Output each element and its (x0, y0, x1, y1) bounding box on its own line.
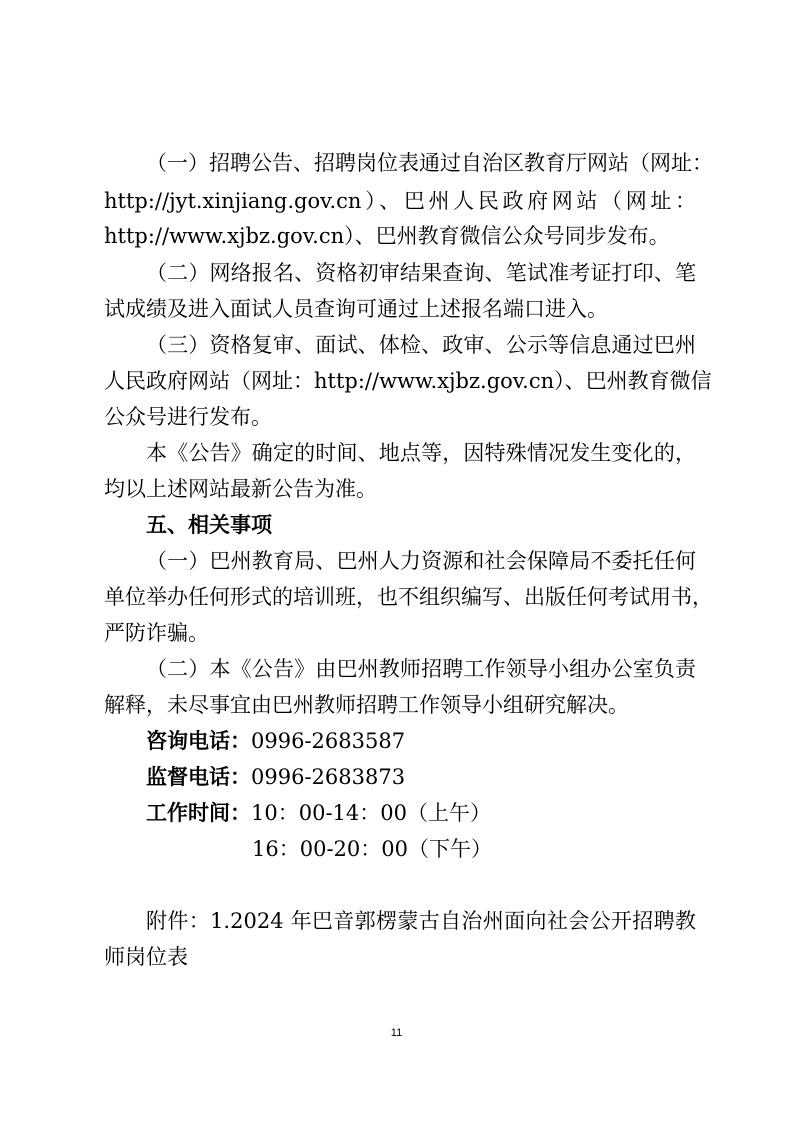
paragraph-line: http://www.xjbz.gov.cn）、巴州教育微信公众号同步发布。 (104, 224, 670, 248)
paragraph-line: 人民政府网站（网址：http://www.xjbz.gov.cn）、巴州教育微信 (104, 369, 712, 393)
attachment-line: 师岗位表 (104, 945, 188, 969)
paragraph-line: 解释，未尽事宜由巴州教师招聘工作领导小组研究解决。 (104, 693, 629, 717)
paragraph-line: 均以上述网站最新公告为准。 (104, 477, 377, 501)
paragraph-line: http://jyt.xinjiang.gov.cn）、巴州人民政府网站（网址： (104, 189, 696, 213)
paragraph-line: （一）巴州教育局、巴州人力资源和社会保障局不委托任何 (146, 549, 696, 573)
paragraph-line: （二）本《公告》由巴州教师招聘工作领导小组办公室负责 (146, 657, 696, 681)
working-hours-row (146, 799, 696, 827)
consult-phone-number: 0996-2683587 (251, 729, 406, 753)
paragraph-line: 试成绩及进入面试人员查询可通过上述报名端口进入。 (104, 297, 608, 321)
paragraph-line: （三）资格复审、面试、体检、政审、公示等信息通过巴州 (146, 333, 696, 357)
supervise-phone-number: 0996-2683873 (251, 765, 406, 789)
supervise-phone-row (146, 763, 696, 791)
paragraph-line: （二）网络报名、资格初审结果查询、笔试准考证打印、笔 (146, 261, 696, 285)
supervise-phone-label: 监督电话： (146, 765, 251, 789)
section-heading: 五、相关事项 (146, 513, 272, 537)
consult-phone-row (146, 727, 696, 755)
working-hours-afternoon: 16：00-20：00（下午） (252, 837, 492, 861)
consult-phone-label: 咨询电话： (146, 729, 251, 753)
paragraph-line: 严防诈骗。 (104, 621, 209, 645)
paragraph-line: （一）招聘公告、招聘岗位表通过自治区教育厅网站（网址： (146, 151, 713, 175)
working-hours-label: 工作时间： (146, 801, 251, 825)
attachment-line: 附件：1.2024 年巴音郭楞蒙古自治州面向社会公开招聘教 (146, 909, 696, 933)
working-hours-morning: 10：00-14：00（上午） (251, 801, 491, 825)
page-number: 11 (390, 1027, 403, 1039)
paragraph-line: 公众号进行发布。 (104, 405, 272, 429)
paragraph-line: 单位举办任何形式的培训班，也不组织编写、出版任何考试用书， (104, 585, 713, 609)
paragraph-line: 本《公告》确定的时间、地点等，因特殊情况发生变化的， (146, 441, 696, 465)
